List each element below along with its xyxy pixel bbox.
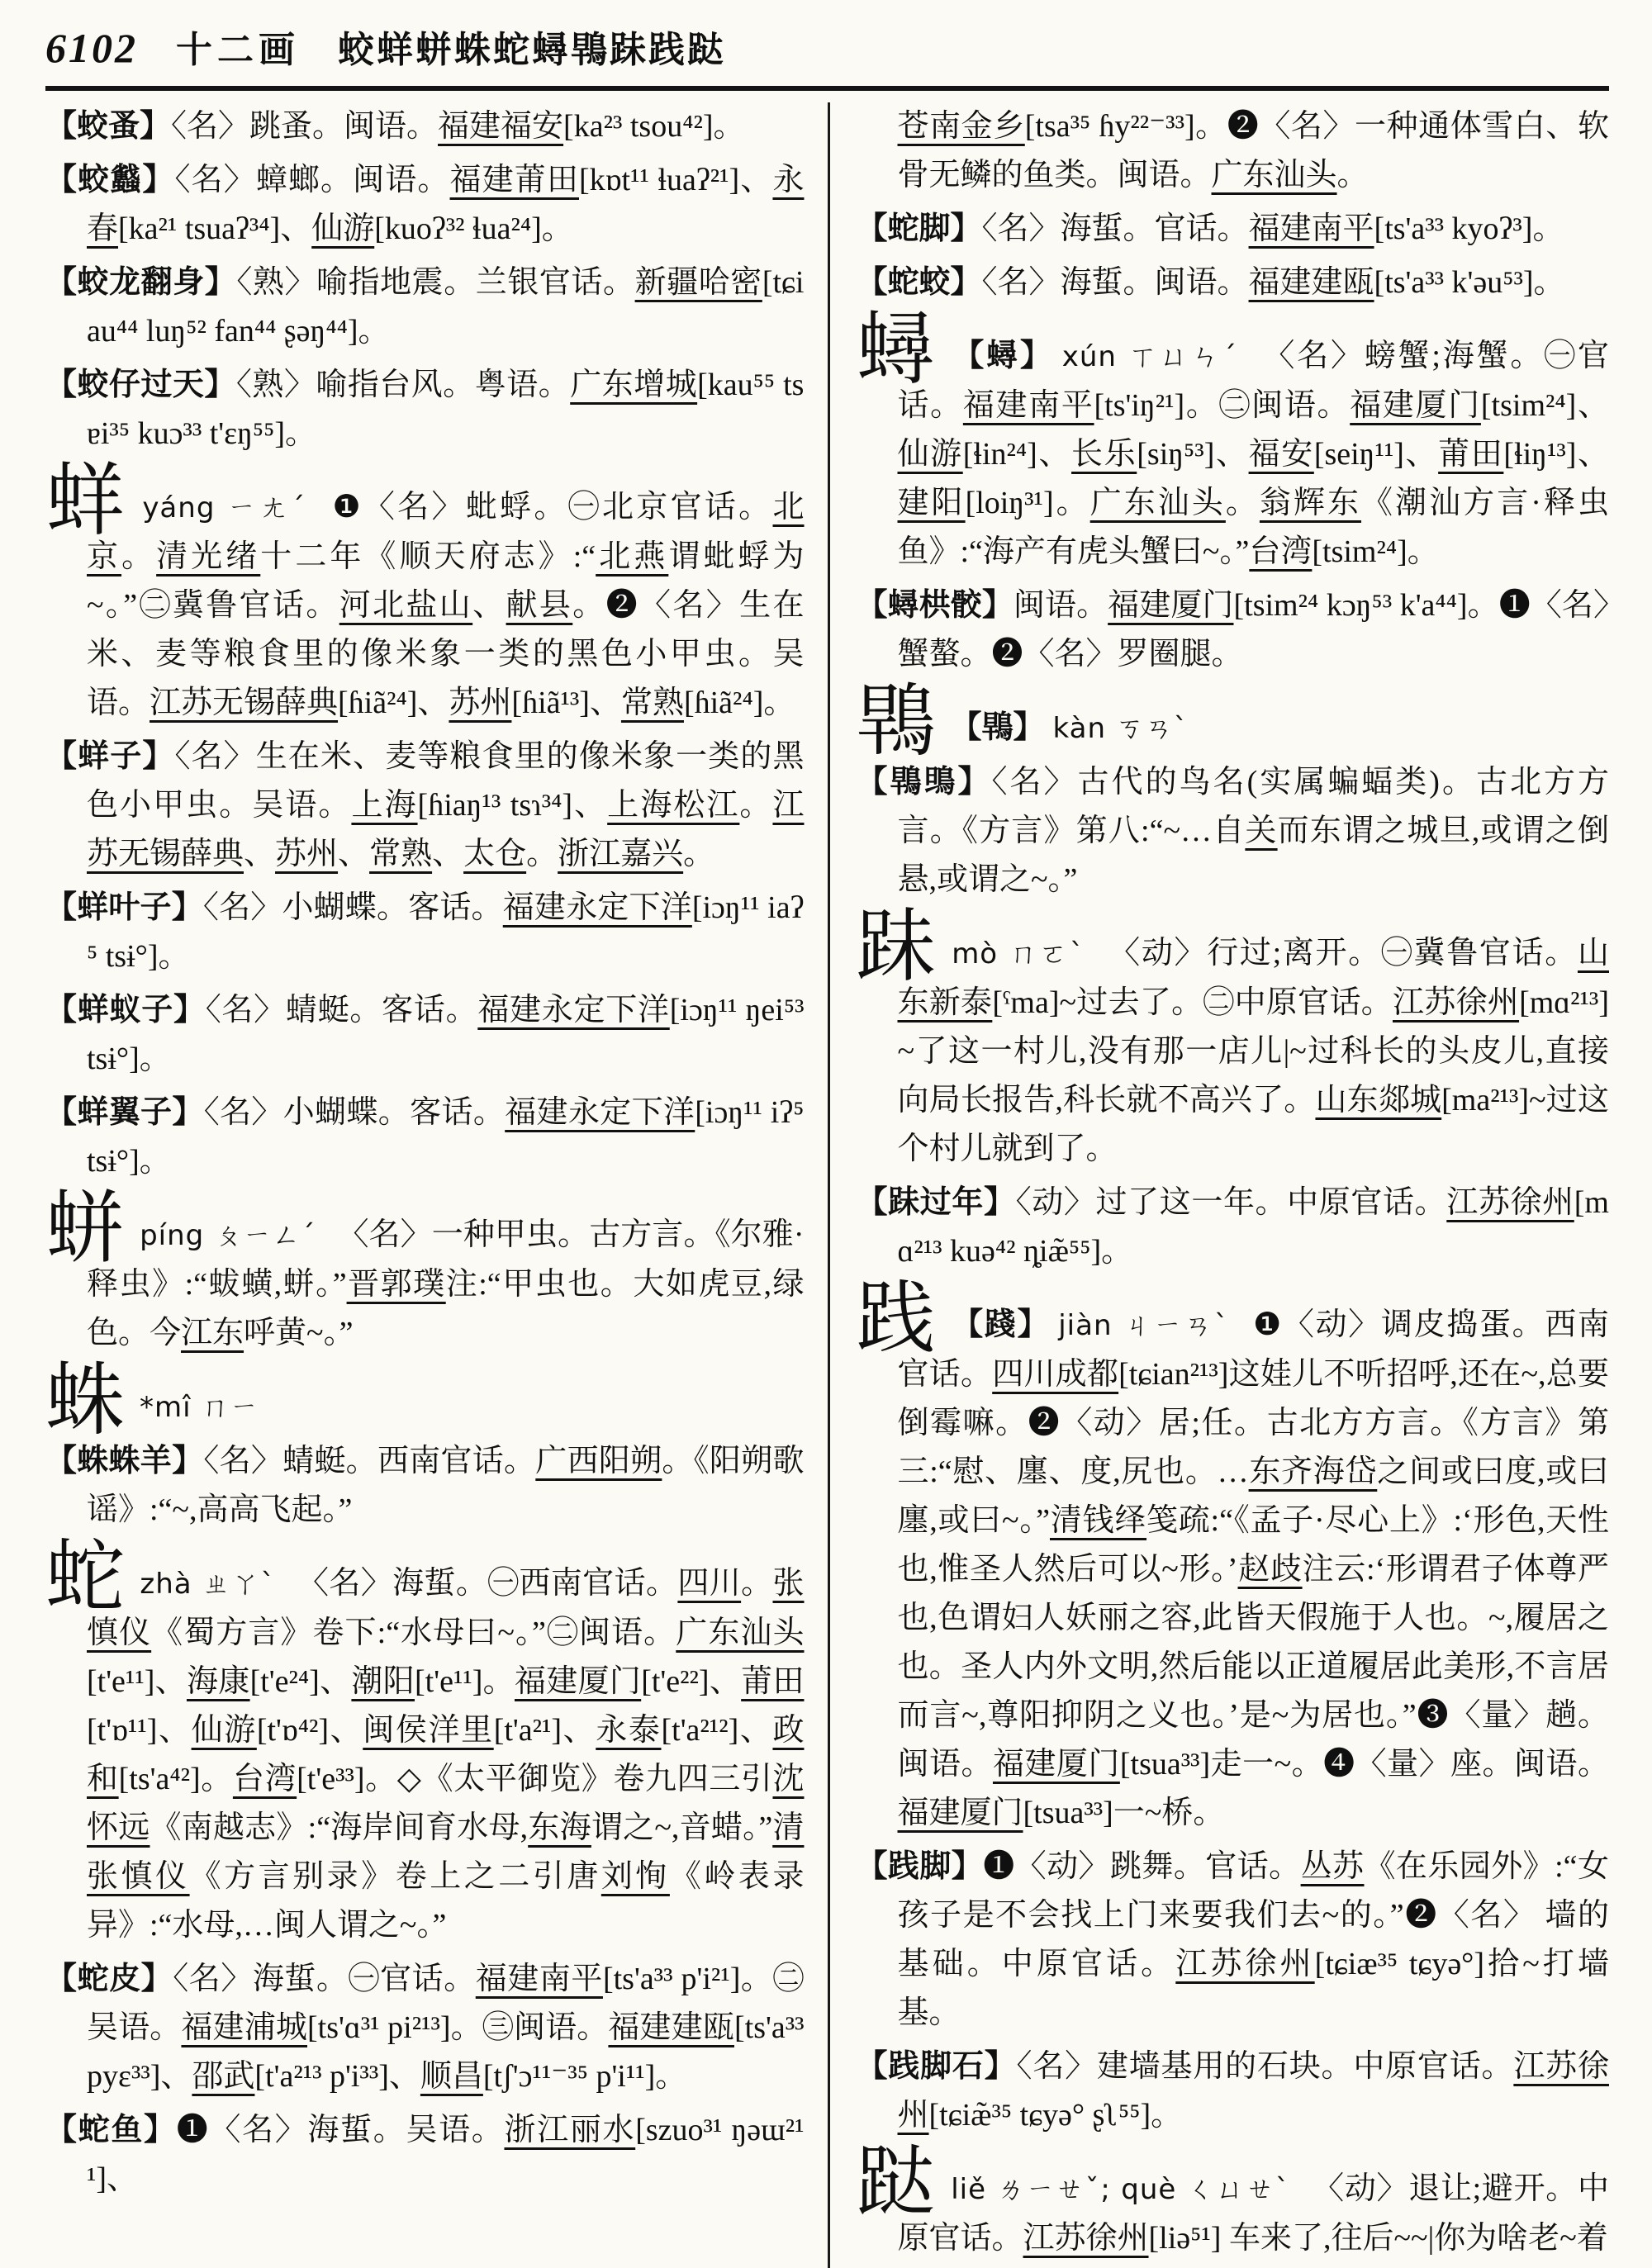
entry-text: [iɔŋ¹¹ iʔ⁵ tsɨ°]。 — [87, 1095, 805, 1179]
dialect-name: 福建莆田 — [449, 163, 579, 197]
dialect-name: 浙江丽水 — [504, 2113, 636, 2147]
entry-text: [ts'a³³ k'əu⁵³]。 — [1374, 265, 1565, 300]
dialect-name: 仙游 — [311, 211, 375, 246]
entry-text: [kɒt¹¹ ɬuaʔ²¹]、 — [579, 163, 773, 197]
entry-text: 。 — [1336, 158, 1369, 192]
entry-pronunciation: jiàn ㄐㄧㄢˋ — [1058, 1309, 1242, 1342]
dialect-name: 福建建瓯 — [1248, 265, 1374, 300]
dictionary-entry — [857, 581, 1610, 679]
dialect-name: 常熟 — [369, 837, 433, 871]
entry-text: 、 — [244, 837, 276, 871]
entry-headchar: 跶 — [856, 2138, 937, 2228]
dialect-name: 献县 — [506, 588, 573, 623]
entry-headchar: 蟳 — [856, 306, 938, 395]
dictionary-entry — [45, 1356, 805, 1445]
entry-text: 。 — [121, 539, 157, 574]
entry-pronunciation: mò ㄇㄛˋ — [952, 937, 1098, 970]
entry-text: [ts'a⁴²]。 — [118, 1762, 233, 1796]
entry-text: [tɕiæ³⁵ tɕyə°]拾~打墙基。 — [897, 1947, 1609, 2030]
entry-text: [kau⁵⁵ tsɐi³⁵ kuɔ³³ t'ɛŋ⁵⁵]。 — [87, 368, 805, 451]
entry-text: ❶〈动〉调皮捣蛋。西南官话。 — [897, 1307, 1609, 1392]
entry-text: [ɦiã²⁴]。 — [683, 686, 795, 720]
entry-text: [ts'iŋ²¹]。㊁闽语。 — [1094, 388, 1351, 423]
entry-text: 〈名〉古代的鸟名(实属蝙蝠类)。古北方方言。《方言》第八:“~…自 — [897, 765, 1609, 848]
entry-text: 《岭表录异》:“水母,…闽人谓之~。” — [87, 1859, 805, 1943]
dialect-name: 广西阳朔 — [535, 1444, 662, 1478]
entry-text: 〈名〉小蝴蝶。客话。 — [202, 890, 503, 925]
dialect-name: 台湾 — [1249, 534, 1313, 569]
dialect-name: 苍南金乡 — [897, 109, 1025, 144]
entry-text: 《潮汕方言·释虫鱼》:“海产有虎头蟹曰~。” — [897, 486, 1609, 569]
dialect-name: 江苏无锡薛典 — [87, 788, 805, 871]
entry-pronunciation: kàn ㄎㄢˋ — [1052, 712, 1189, 745]
dialect-name: 福建厦门 — [897, 1796, 1023, 1830]
entry-text: 十二年《顺天府志》:“ — [260, 539, 596, 574]
dictionary-entry — [45, 986, 805, 1084]
dictionary-entry — [45, 1437, 805, 1535]
entry-text: [loiŋ³¹]。 — [965, 486, 1090, 520]
dialect-name: 莆田 — [741, 1664, 805, 1699]
entry-text: [tsua³³]一~桥。 — [1023, 1796, 1225, 1830]
entry-text: [ma²¹³]~过这个村儿就到了。 — [897, 1083, 1609, 1166]
entry-headchar: 蛛 — [45, 1356, 125, 1445]
entry-text: 笺疏:“《孟子·尽心上》:‘形色,天性也,惟圣人然后可以~形。’ — [897, 1503, 1609, 1587]
entry-text: 《南越志》:“海岸间育水母, — [150, 1810, 529, 1845]
entry-headword: 【蛟仔过天】 — [45, 368, 236, 402]
entry-text: [ɬin²⁴]、 — [962, 437, 1072, 472]
entry-text: [szuo³¹ ŋəɯ²¹¹]、 — [87, 2113, 805, 2196]
entry-text: [t'e¹¹]、 — [87, 1664, 187, 1699]
entry-headword: 【蛟龙翻身】 — [45, 265, 237, 300]
entry-text: [siŋ⁵³]、 — [1137, 437, 1249, 472]
dialect-name: 福建永定下洋 — [502, 890, 692, 925]
entry-text: 《在乐园外》:“女孩子是不会找上门来要我们去~的。”❷〈名〉 墙的基础。中原官话。 — [897, 1849, 1609, 1981]
entry-text: 《方言别录》卷上之二引唐 — [189, 1859, 601, 1894]
dialect-name: 赵歧 — [1237, 1552, 1303, 1587]
entry-text: [ɦiaŋ¹³ tsɿ³⁴]、 — [417, 788, 608, 823]
entry-text: 。 — [1225, 486, 1260, 520]
entry-pronunciation: zhà ㄓㄚˋ — [140, 1568, 287, 1601]
dialect-name: 建阳 — [897, 486, 966, 520]
entry-headchar: 蛢 — [45, 1184, 126, 1274]
entry-headword: 【蛇皮】 — [45, 1962, 173, 1996]
entry-text: 〈名〉小蝴蝶。客话。 — [203, 1095, 506, 1130]
entry-text: [tʃ'ɔ¹¹⁻³⁵ p'i¹¹]。 — [482, 2059, 687, 2094]
entry-headchar: 跊 — [856, 903, 938, 992]
entry-text: ❶〈动〉跳舞。官话。 — [983, 1849, 1301, 1884]
entry-headword: 【践脚石】 — [856, 2049, 1017, 2084]
dialect-name: 江苏徐州 — [1175, 1947, 1315, 1981]
dialect-name: 北燕 — [596, 539, 669, 574]
dialect-name: 上海 — [351, 788, 418, 823]
entry-headword: 【蛘子】 — [45, 739, 175, 774]
entry-text: [tsim²⁴]、 — [1480, 388, 1609, 423]
dictionary-entry — [856, 1274, 1610, 1838]
dialect-name: 清钱绎 — [1049, 1503, 1147, 1538]
dialect-name: 江苏徐州 — [1446, 1185, 1574, 1220]
dialect-name: 常熟 — [620, 686, 684, 720]
dialect-name: 苏州 — [449, 686, 512, 720]
entry-text: 〈熟〉喻指地震。兰银官话。 — [236, 265, 635, 300]
entry-headword: 【蛘叶子】 — [45, 890, 203, 925]
dictionary-entry — [857, 205, 1610, 254]
dialect-name: 永泰 — [596, 1713, 662, 1748]
dialect-name: 张慎仪 — [87, 1566, 805, 1650]
dialect-name: 仙游 — [191, 1713, 257, 1748]
dialect-name: 福建厦门 — [1108, 588, 1234, 623]
dialect-name: 福建建瓯 — [608, 2010, 734, 2045]
dialect-name: 东海 — [528, 1810, 591, 1845]
dialect-name: 仙游 — [897, 437, 963, 472]
dialect-name: 晋郭璞 — [346, 1267, 446, 1302]
dialect-name: 山东郯城 — [1315, 1083, 1442, 1117]
entry-text: [t'ɒ⁴²]、 — [256, 1713, 363, 1748]
dialect-name: 广东汕头 — [1089, 486, 1226, 520]
dictionary-entry — [45, 884, 805, 981]
dialect-name: 刘恂 — [601, 1859, 670, 1894]
entry-text: ❶〈名〉蚍蜉。㊀北京官话。 — [332, 490, 773, 524]
entry-text: [t'a²¹²]、 — [661, 1713, 773, 1748]
dictionary-entry — [856, 677, 1610, 766]
dialect-name: 潮阳 — [351, 1664, 415, 1699]
entry-text: 谓之~,音蜡。” — [591, 1810, 773, 1845]
entry-headword: 【跊过年】 — [856, 1185, 1016, 1220]
dialect-name: 四川 — [677, 1566, 742, 1601]
entry-text: [tsua³³]走一~。❹〈量〉座。闽语。 — [1119, 1747, 1609, 1782]
entry-headchar: 䳚 — [856, 677, 936, 766]
entry-pronunciation: xún ㄒㄩㄣˊ — [1061, 340, 1252, 373]
entry-text: 。 — [739, 788, 773, 823]
entry-text: 〈名〉海蜇。㊀官话。 — [173, 1962, 476, 1996]
entry-headchar: 蛘 — [45, 457, 128, 546]
entry-pronunciation: liě ㄌㄧㄝˇ; què ㄑㄩㄝˋ — [951, 2173, 1302, 2206]
entry-headchar: 践 — [856, 1274, 938, 1364]
dictionary-entry — [45, 733, 805, 879]
entry-text: 谓蚍蜉为~。”㊁冀鲁官话。 — [87, 539, 805, 623]
entry-headword: 【践脚】 — [856, 1849, 984, 1884]
entry-text: 〈名〉海蜇。官话。 — [981, 211, 1249, 246]
dialect-name: 福建福安 — [438, 109, 564, 144]
entry-text: [mɑ²¹³ kuə⁴² ȵiæ̃⁵⁵]。 — [897, 1185, 1609, 1269]
dialect-name: 永春 — [87, 163, 805, 246]
entry-text: [ka²³ tsou⁴²]。 — [563, 109, 745, 144]
dialect-name: 苏州 — [275, 837, 339, 871]
entry-text: [ɦiã²⁴]、 — [338, 686, 449, 720]
entry-text: [ka²¹ tsuaʔ³⁴]、 — [118, 211, 312, 246]
dictionary-entry — [45, 1184, 805, 1358]
entry-text: 〈名〉生在米、麦等粮食里的像米象一类的黑色小甲虫。吴语。 — [87, 739, 805, 823]
entry-headword: 【䳚鴠】 — [856, 765, 992, 799]
entry-text: 、 — [472, 588, 506, 623]
entry-headword: 【蛟蠽】 — [45, 163, 175, 197]
entry-text: [iɔŋ¹¹ iaʔ⁵ tsɨ°]。 — [87, 890, 805, 974]
dialect-name: 江苏徐州 — [897, 2049, 1609, 2133]
entry-text: ❶〈名〉海蜇。吴语。 — [176, 2113, 505, 2147]
dialect-name: 福建南平 — [1248, 211, 1374, 246]
dialect-name: 福建南平 — [475, 1962, 603, 1996]
entry-headword: 【蟳栱骹】 — [856, 588, 1014, 623]
entry-text: [tsim²⁴ kɔŋ⁵³ k'a⁴⁴]。❶〈名〉蟹螯。❷〈名〉罗圈腿。 — [897, 588, 1609, 671]
entry-text: [t'e¹¹]。 — [415, 1664, 515, 1699]
dictionary-entry — [45, 1533, 805, 1950]
entry-text: [seiŋ¹¹]、 — [1313, 437, 1439, 472]
dialect-name: 北京 — [87, 490, 805, 574]
dialect-name: 广东汕头 — [1211, 158, 1337, 192]
entry-text: [t'ɒ¹¹]、 — [87, 1713, 192, 1748]
dialect-name: 江苏无锡薛典 — [150, 686, 339, 720]
dialect-name: 福安 — [1248, 437, 1314, 472]
entry-pronunciation: yáng ㄧㄤˊ — [142, 491, 321, 524]
page-number: 6102 — [45, 25, 138, 71]
entry-text: 、 — [432, 837, 464, 871]
dictionary-entry — [857, 758, 1610, 904]
entry-text: 。 — [526, 837, 558, 871]
dialect-name: 莆田 — [1438, 437, 1504, 472]
dialect-name: 东齐海岱 — [1248, 1454, 1378, 1489]
dialect-name: 长乐 — [1071, 437, 1137, 472]
entry-text: [tɕian²¹³]这娃儿不听招呼,还在~,总要倒霉嘛。❷〈动〉居;任。古北方方言。《方言》第三:“慰、廛、度,尻也。… — [897, 1357, 1609, 1489]
dialect-name: 丛苏 — [1300, 1849, 1365, 1884]
dictionary-entry — [856, 2138, 1610, 2263]
entry-headword: 【蛟蚤】 — [45, 109, 172, 144]
dictionary-entry — [857, 1843, 1610, 2038]
entry-text: 闽语。 — [1013, 588, 1108, 623]
dictionary-entry — [857, 102, 1610, 200]
dialect-name: 关 — [1245, 814, 1278, 848]
dialect-name: 福建南平 — [962, 388, 1094, 423]
left-column — [45, 102, 828, 2268]
dialect-name: 翁辉东 — [1259, 486, 1362, 520]
entry-text: [tɕiæ̃³⁵ tɕyə° ʂʅ⁵⁵]。 — [928, 2098, 1183, 2133]
entry-text: 〈名〉蟑螂。闽语。 — [174, 163, 450, 197]
entry-text: [ɦiã¹³]、 — [511, 686, 621, 720]
dictionary-entry — [856, 306, 1610, 576]
entry-text: 《蜀方言》卷下:“水母曰~。”㊁闽语。 — [151, 1616, 676, 1650]
dialect-name: 江苏徐州 — [1392, 985, 1520, 1020]
entry-text: 。 — [741, 1566, 773, 1601]
entry-text: [ɬiŋ¹³]、 — [1503, 437, 1609, 472]
entry-text: 〈名〉建墙基用的石块。中原官话。 — [1016, 2049, 1514, 2084]
dialect-name: 海康 — [186, 1664, 250, 1699]
dialect-name: 闽侯洋里 — [363, 1713, 494, 1748]
dictionary-entry — [45, 1089, 805, 1186]
dialect-name: 广东增城 — [570, 368, 698, 402]
entry-text: [liə⁵¹] 车来了,往后~~|你为啥老~着 — [1148, 2221, 1608, 2256]
entry-headword: 【蛛蛛羊】 — [45, 1444, 204, 1478]
stroke-count-section: 十二画 — [176, 30, 300, 70]
dialect-name: 福建永定下洋 — [477, 993, 670, 1027]
dictionary-entry — [857, 1179, 1610, 1276]
dialect-name: 台湾 — [232, 1762, 297, 1796]
entry-headword: 【蛘翼子】 — [45, 1095, 204, 1130]
entry-pronunciation: *mî ㄇㄧ — [140, 1391, 259, 1424]
dictionary-entry — [45, 361, 805, 458]
entry-text: [t'e²⁴]、 — [249, 1664, 352, 1699]
entry-headword: 【蛇蛟】 — [856, 265, 982, 300]
entry-text: [ts'a³³ kyoʔ³]。 — [1374, 211, 1564, 246]
dialect-name: 山东新泰 — [897, 936, 1609, 1020]
dictionary-entry — [45, 259, 805, 356]
page-header — [45, 15, 1609, 91]
dialect-name: 政和 — [87, 1713, 805, 1796]
dialect-name: 福建厦门 — [514, 1664, 642, 1699]
dialect-name: 福建厦门 — [992, 1747, 1120, 1782]
dictionary-entry — [45, 102, 805, 151]
dialect-name: 福建浦城 — [181, 2010, 308, 2045]
entry-traditional-form: 【蟳】 — [952, 339, 1054, 373]
dialect-name: 河北盐山 — [339, 588, 473, 623]
entry-text: 〈名〉一种甲虫。古方言。《尔雅·释虫》:“蛂蟥,蛢。” — [87, 1217, 805, 1302]
dictionary-entry — [856, 903, 1610, 1174]
entry-text: [ts'ɑ³¹ pi²¹³]。㊂闽语。 — [307, 2010, 609, 2045]
entry-text: 〈名〉螃蟹;海蟹。㊀官话。 — [897, 339, 1610, 423]
header-character-list: 蛟蛘蛢蛛蛇蟳䳚跊践跶 — [338, 30, 726, 70]
right-column — [828, 102, 1610, 2268]
entry-headword: 【蛇脚】 — [856, 211, 982, 246]
entry-text: 注云:‘形谓君子体尊严也,色谓妇人妖丽之容,此皆天假施于人也。~,履居之也。圣人内外文明,然后能以正道履居此美形,不言居而言~,尊阳抑阴之义也。’是~为居也。”❸〈量〉趟。闽语。 — [897, 1552, 1609, 1782]
dictionary-entry — [857, 259, 1610, 307]
dialect-name: 邵武 — [192, 2059, 255, 2094]
dialect-name: 新疆哈密 — [634, 265, 762, 300]
entry-text: 〈名〉海蜇。㊀西南官话。 — [297, 1566, 678, 1601]
entry-text: [tsa³⁵ ɦy²²⁻³³]。❷〈名〉一种通体雪白、软骨无鳞的鱼类。闽语。 — [897, 109, 1609, 192]
dialect-name: 江东 — [181, 1316, 244, 1350]
entry-text: 〈名〉蜻蜓。客话。 — [205, 993, 478, 1027]
entry-headword: 【蛘蚁子】 — [45, 993, 206, 1027]
dialect-name: 江苏徐州 — [1023, 2221, 1149, 2256]
entry-text: 。《阳朔歌谣》:“~,高高飞起。” — [87, 1444, 805, 1527]
entry-text: 〈动〉过了这一年。中原官话。 — [1015, 1185, 1447, 1220]
entry-pronunciation: píng ㄆㄧㄥˊ — [140, 1219, 326, 1252]
dictionary-entry — [45, 1955, 805, 2101]
entry-text: 〈动〉行过;离开。㊀冀鲁官话。 — [1108, 936, 1578, 970]
entry-text: [t'a²¹]、 — [493, 1713, 596, 1748]
entry-text: [mɑ²¹³] ~了这一村儿,没有那一店儿|~过科长的头皮儿,直接向局长报告,科长就不高兴了。 — [897, 985, 1609, 1117]
dialect-name: 清张慎仪 — [87, 1810, 805, 1894]
dialect-name: 清光绪 — [156, 539, 261, 574]
entry-headword: 【蛇鱼】 — [45, 2113, 177, 2147]
entry-text: [t'e³³]。◇《太平御览》卷九四三引 — [297, 1762, 773, 1796]
dialect-name: 福建永定下洋 — [505, 1095, 695, 1130]
entry-traditional-form: 【䳚】 — [950, 710, 1045, 745]
dictionary-entry — [857, 2043, 1610, 2140]
entry-text: 而东谓之城旦,或谓之倒悬,或谓之~。” — [897, 814, 1609, 897]
page-columns — [45, 102, 1609, 2268]
entry-text: [tɕiau⁴⁴ luŋ⁵² fan⁴⁴ ʂəŋ⁴⁴]。 — [87, 265, 805, 349]
dialect-name: 上海松江 — [607, 788, 740, 823]
dialect-name: 太仓 — [463, 837, 527, 871]
entry-text: 注:“甲虫也。大如虎豆,绿色。今 — [87, 1267, 805, 1350]
entry-text: [kuoʔ³² ɬua²⁴]。 — [374, 211, 573, 246]
entry-text: 之间或曰度,或曰廛,或曰~。” — [897, 1454, 1609, 1538]
entry-text: [ts'a³³ pyɛ³³]、 — [87, 2010, 805, 2094]
entry-text: [ts'a³³ p'i²¹]。㊁吴语。 — [87, 1962, 805, 2045]
dialect-name: 顺昌 — [420, 2059, 483, 2094]
entry-text: [t'a²¹³ p'i³³]、 — [254, 2059, 420, 2094]
entry-text: 。❷〈名〉生在米、麦等粮食里的像米象一类的黑色小甲虫。吴语。 — [87, 588, 805, 720]
entry-text: 〈名〉跳蚤。闽语。 — [171, 109, 439, 144]
entry-text: 。 — [683, 837, 715, 871]
entry-headchar: 蛇 — [45, 1533, 126, 1622]
dialect-name: 福建厦门 — [1350, 388, 1481, 423]
entry-text: 〈动〉退让;避开。中原官话。 — [897, 2171, 1610, 2256]
dialect-name: 沈怀远 — [87, 1762, 805, 1845]
dictionary-entry — [45, 457, 805, 728]
dictionary-entry — [45, 2106, 805, 2204]
entry-text: 、 — [338, 837, 370, 871]
dictionary-entry — [45, 156, 805, 254]
dialect-name: 四川成都 — [992, 1357, 1119, 1392]
dialect-name: 浙江嘉兴 — [558, 837, 684, 871]
entry-text: 〈熟〉喻指台风。粤语。 — [235, 368, 571, 402]
entry-text: 〈名〉海蜇。闽语。 — [981, 265, 1249, 300]
entry-text: [t'e²²]、 — [641, 1664, 742, 1699]
entry-text: [ˤma]~过去了。㊁中原官话。 — [992, 985, 1393, 1020]
entry-text: 呼黄~。” — [244, 1316, 354, 1350]
entry-text: 〈名〉蜻蜓。西南官话。 — [203, 1444, 536, 1478]
entry-text: [iɔŋ¹¹ ŋei⁵³ tsɨ°]。 — [87, 993, 805, 1076]
entry-text: [tsim²⁴]。 — [1312, 534, 1439, 569]
entry-traditional-form: 【踐】 — [952, 1307, 1051, 1342]
dialect-name: 广东汕头 — [676, 1616, 805, 1650]
